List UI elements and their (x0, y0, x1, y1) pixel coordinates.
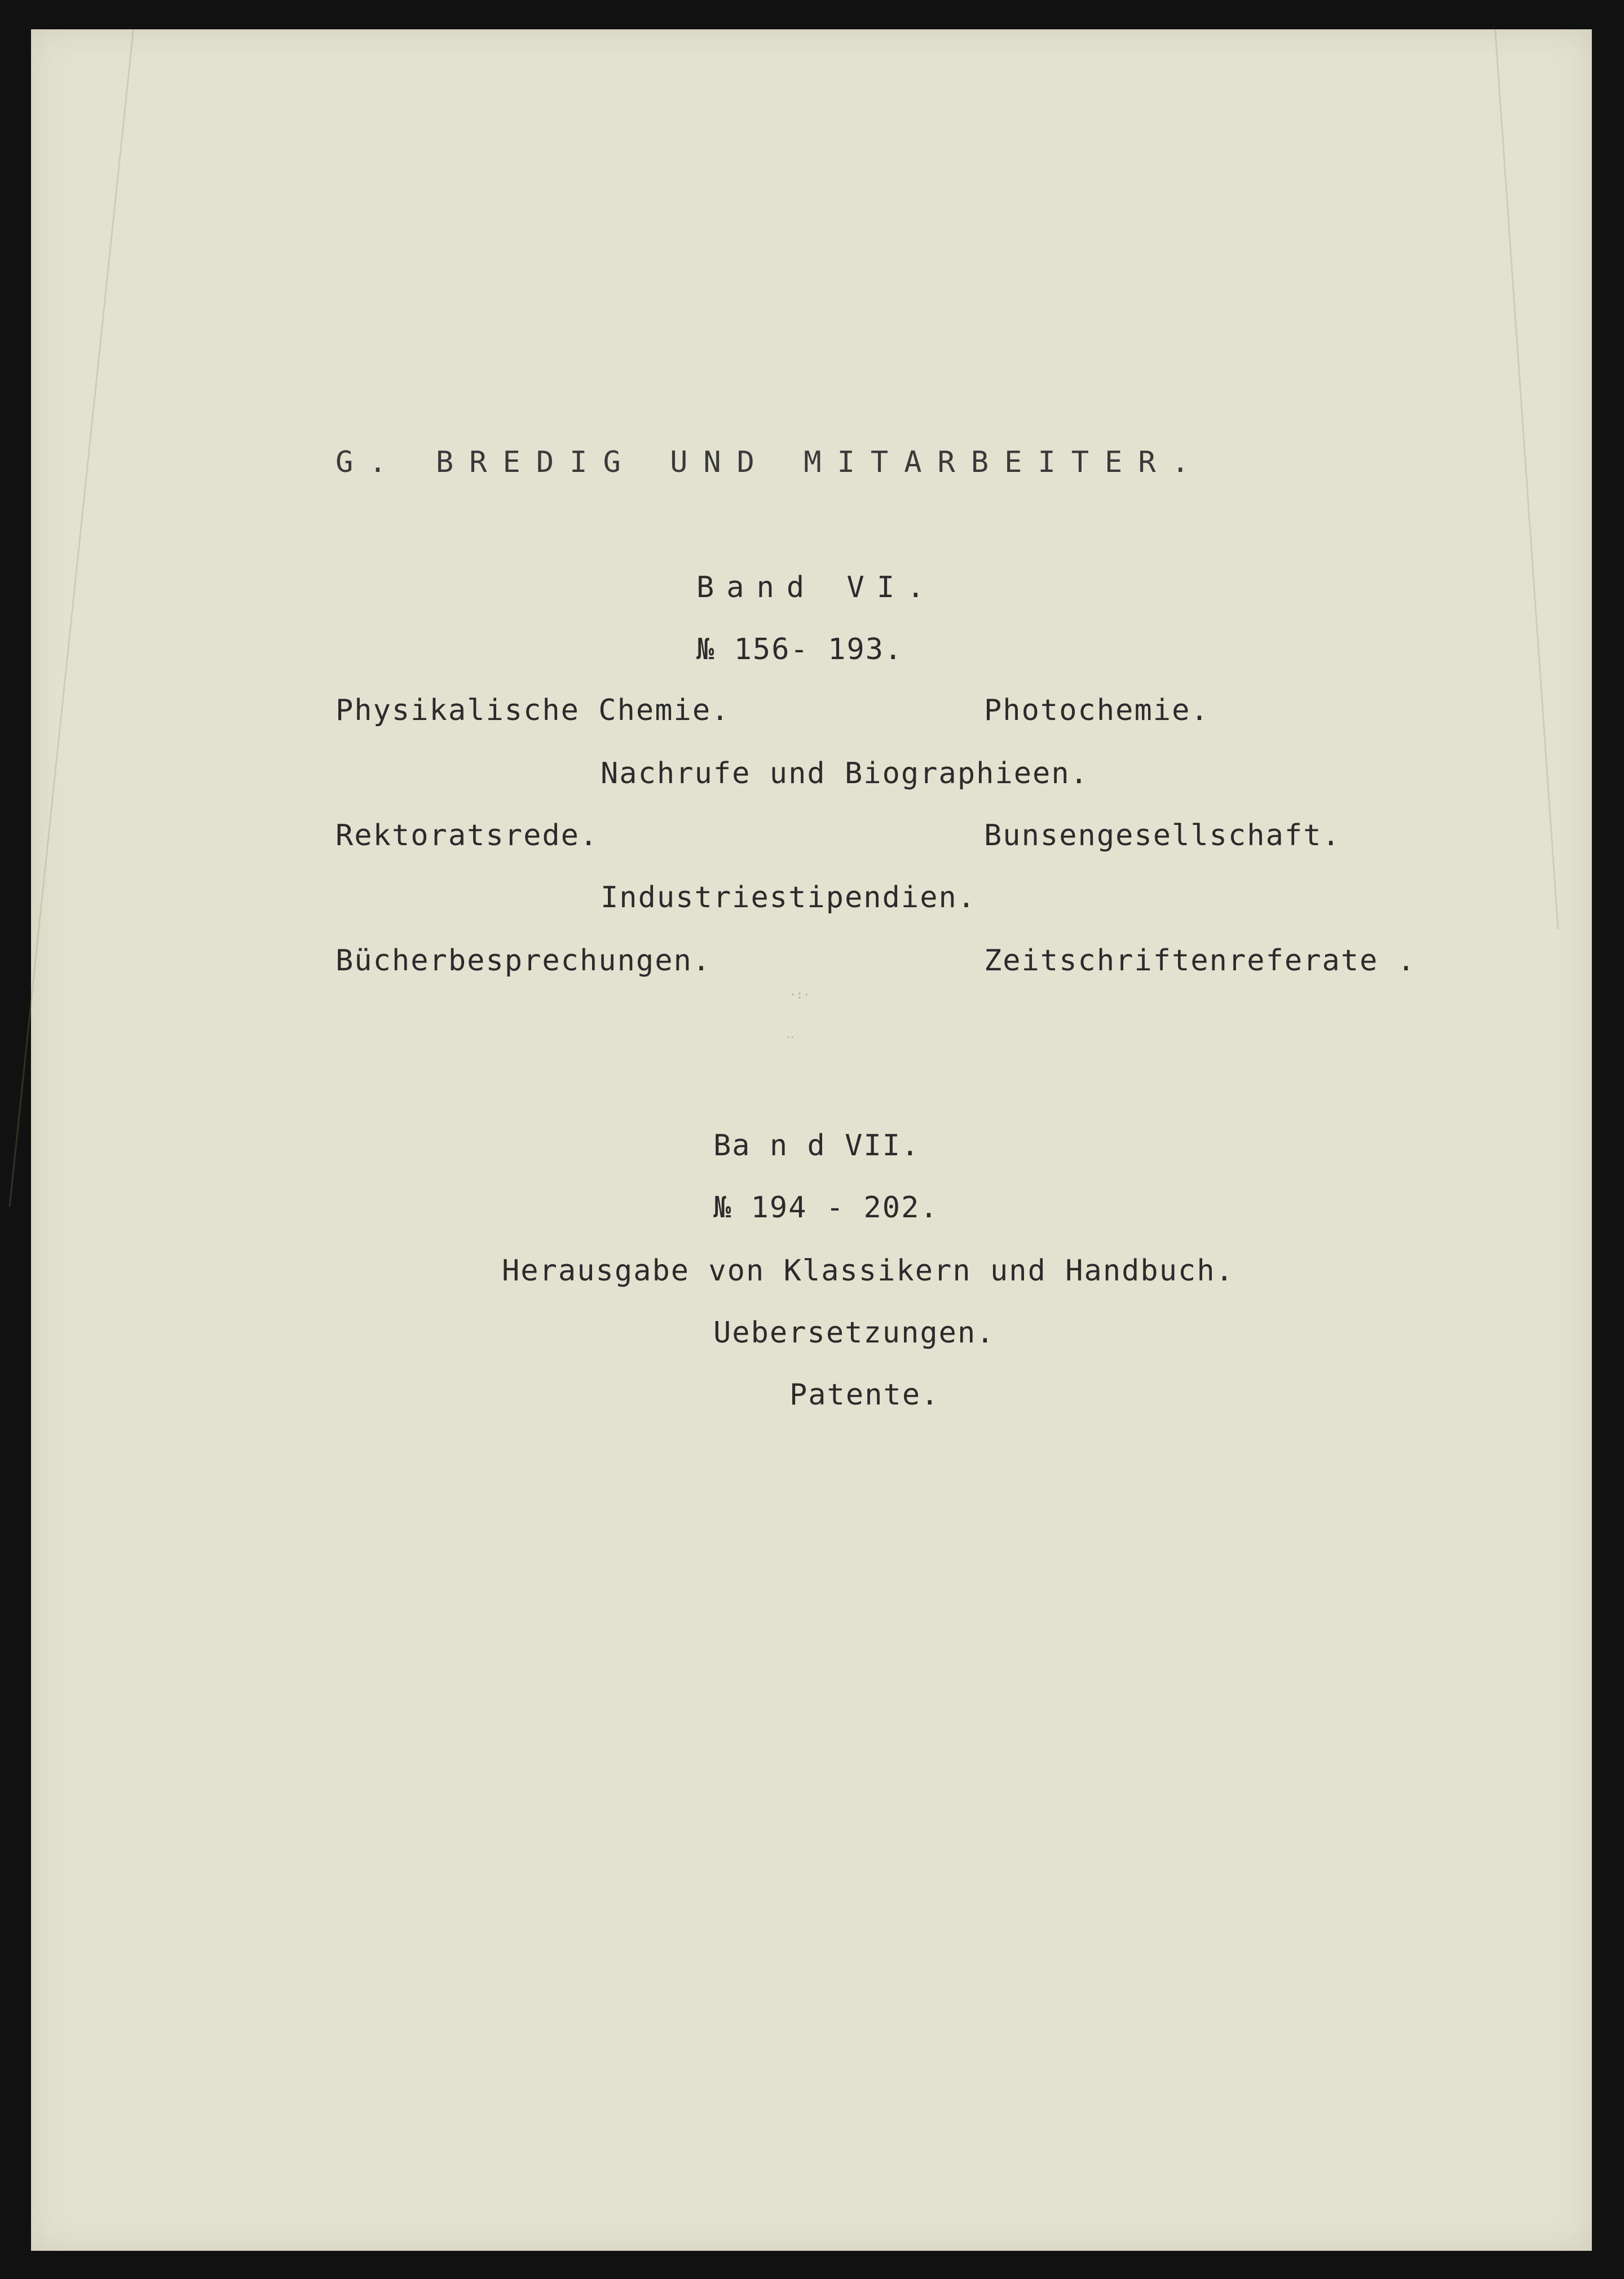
topic-industriestipendien: Industriestipendien. (601, 881, 977, 915)
topic-physikalische-chemie: Physikalische Chemie. (336, 694, 730, 727)
document-title: G. BREDIG UND MITARBEITER. (336, 445, 1205, 479)
topic-nachrufe: Nachrufe und Biographieen. (601, 757, 1089, 790)
paper-fold (8, 29, 134, 1207)
band6-heading: Band VI. (696, 571, 937, 604)
topic-herausgabe: Herausgabe von Klassikern und Handbuch. (502, 1254, 1234, 1288)
topic-photochemie: Photochemie. (984, 694, 1210, 727)
topic-patente: Patente. (789, 1378, 940, 1412)
band6-numbers: № 156- 193. (696, 633, 903, 666)
topic-rektoratsrede: Rektoratsrede. (336, 819, 599, 853)
topic-bunsengesellschaft: Bunsengesellschaft. (984, 819, 1341, 853)
topic-buecherbesprechungen: Bücherbesprechungen. (336, 944, 712, 978)
band7-heading: Ba n d VII. (713, 1129, 920, 1163)
topic-uebersetzungen: Uebersetzungen. (713, 1316, 995, 1350)
paper-fold (1494, 29, 1559, 929)
ink-smudge: ‥ (787, 1027, 795, 1041)
band7-numbers: № 194 - 202. (713, 1191, 939, 1225)
ink-smudge: ·:· (789, 988, 810, 1001)
document-page (31, 29, 1592, 2251)
topic-zeitschriftenreferate: Zeitschriftenreferate . (984, 944, 1416, 978)
